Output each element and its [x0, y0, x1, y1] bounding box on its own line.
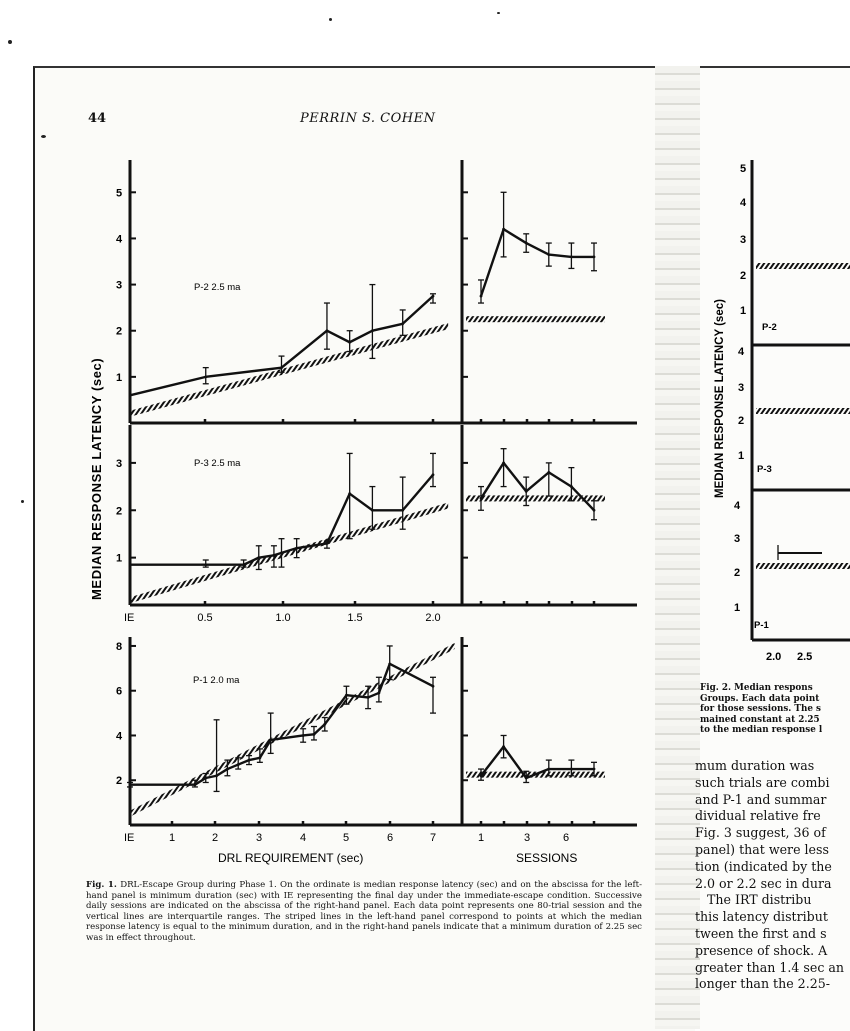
rp-tick-4c: 4: [734, 500, 741, 512]
rp-body-line: tion (indicated by the: [695, 858, 832, 874]
rp-tick-3: 3: [740, 234, 747, 246]
y-axis-label: MEDIAN RESPONSE LATENCY (sec): [89, 357, 104, 600]
scan-speck: [41, 135, 46, 138]
panel-label-p1: P-1 2.0 ma: [193, 675, 240, 686]
rp-body-line: The IRT distribu: [707, 892, 812, 908]
x-tick-label: 1.0: [275, 612, 291, 624]
x-tick-label: 0.5: [197, 612, 213, 624]
rp-x-tick-2-0: 2.0: [766, 651, 782, 663]
scan-speck: [21, 500, 24, 503]
scan-speck: [497, 12, 500, 14]
x-tick-label: 5: [342, 832, 350, 844]
x-tick-label: IE: [124, 832, 135, 844]
x-axis-label-sessions: SESSIONS: [516, 851, 578, 865]
rp-tick-4: 4: [740, 197, 747, 209]
x-tick-label: 2: [211, 832, 219, 844]
rp-panel-p3: P-3: [757, 464, 772, 475]
rp-tick-3c: 3: [734, 533, 741, 545]
page-number: 44: [88, 111, 107, 126]
x-tick-label: 4: [299, 832, 307, 844]
x-tick-label: 2.0: [425, 612, 441, 624]
rp-tick-4b: 4: [738, 346, 745, 358]
y-tick-label: 1: [116, 371, 123, 384]
rp-x-tick-2-5: 2.5: [797, 651, 813, 663]
y-tick-label: 2: [116, 505, 123, 518]
rp-body-line: 2.0 or 2.2 sec in dura: [695, 875, 832, 891]
rp-body-line: presence of shock. A: [695, 942, 828, 958]
x-tick-label: 1: [477, 832, 485, 844]
rp-caption-line: Groups. Each data point: [700, 693, 820, 704]
rp-tick-3b: 3: [738, 382, 745, 394]
right-page-body: [695, 758, 850, 993]
y-tick-label: 8: [116, 640, 123, 653]
y-tick-label: 4: [116, 730, 123, 743]
rp-tick-1c: 1: [734, 602, 741, 614]
x-tick-label: 6: [562, 832, 570, 844]
y-tick-label: 4: [116, 233, 123, 246]
x-tick-label: 6: [386, 832, 394, 844]
right-page-caption: [700, 683, 850, 736]
rp-tick-1: 1: [740, 305, 747, 317]
y-tick-label: 3: [116, 457, 123, 470]
rp-body-line: panel) that were less: [695, 841, 829, 857]
rp-panel-p1: P-1: [754, 620, 769, 631]
rp-tick-5: 5: [740, 163, 747, 175]
rp-body-line: longer than the 2.25-: [695, 976, 830, 992]
x-tick-label: 1: [168, 832, 176, 844]
rp-body-line: Fig. 3 suggest, 36 of: [695, 825, 826, 841]
y-tick-label: 2: [116, 775, 123, 788]
rp-tick-2c: 2: [734, 567, 741, 579]
rp-panel-p2: P-2: [762, 322, 777, 333]
x-tick-label: 3: [255, 832, 263, 844]
rp-body-line: greater than 1.4 sec an: [695, 959, 844, 975]
rp-caption-line: mained constant at 2.25: [700, 714, 820, 725]
rp-body-line: mum duration was: [695, 758, 815, 773]
rp-body-line: and P-1 and summar: [695, 791, 827, 807]
rp-tick-1b: 1: [738, 450, 745, 462]
x-tick-label: 1.5: [347, 612, 363, 624]
rp-body-line: tween the first and s: [695, 925, 827, 941]
y-tick-label: 5: [116, 187, 123, 200]
rp-tick-2: 2: [740, 270, 747, 282]
rp-caption-line: Fig. 2. Median respons: [700, 683, 813, 693]
x-tick-label: 7: [429, 832, 437, 844]
panel-label-p2: P-2 2.5 ma: [194, 282, 241, 293]
caption-text: DRL-Escape Group during Phase 1. On the ordinate is median response latency (sec) and on the abscissa for the left-hand panel is minimum duration (sec) with IE representing the final day under the immediate-escape condition. Successive daily sessions are indicated on the abscissa of the right-hand panel. Each data point represents one 80-trial session and the vertical lines are interquartile ranges. The striped lines in the left-hand panel correspond to points at which the median response latency is equal to the minimum duration, and in the right-hand panels indicate that a minimum duration of 2.25 sec was in effect throughout.: [86, 880, 643, 943]
y-tick-label: 3: [116, 279, 123, 292]
rp-tick-2b: 2: [738, 415, 745, 427]
rp-body-line: dividual relative fre: [695, 808, 821, 824]
running-head: PERRIN S. COHEN: [300, 111, 436, 126]
x-tick-label: 3: [523, 832, 531, 844]
rp-caption-line: to the median response l: [700, 725, 823, 736]
rp-body-line: this latency distribut: [695, 909, 828, 925]
y-tick-label: 6: [116, 685, 123, 698]
rp-body-line: such trials are combi: [695, 774, 830, 790]
y-tick-label: 1: [116, 552, 123, 565]
caption-lead: Fig. 1.: [86, 880, 117, 890]
scan-speck: [329, 18, 332, 21]
rp-y-axis-label: MEDIAN RESPONSE LATENCY (sec): [714, 299, 726, 498]
panel-label-p3: P-3 2.5 ma: [194, 458, 241, 469]
rp-caption-line: for those sessions. The s: [700, 704, 821, 715]
y-tick-label: 2: [116, 325, 123, 338]
x-tick-label: IE: [124, 612, 135, 624]
x-axis-label-drl: DRL REQUIREMENT (sec): [218, 851, 364, 865]
scan-speck: [8, 40, 12, 44]
